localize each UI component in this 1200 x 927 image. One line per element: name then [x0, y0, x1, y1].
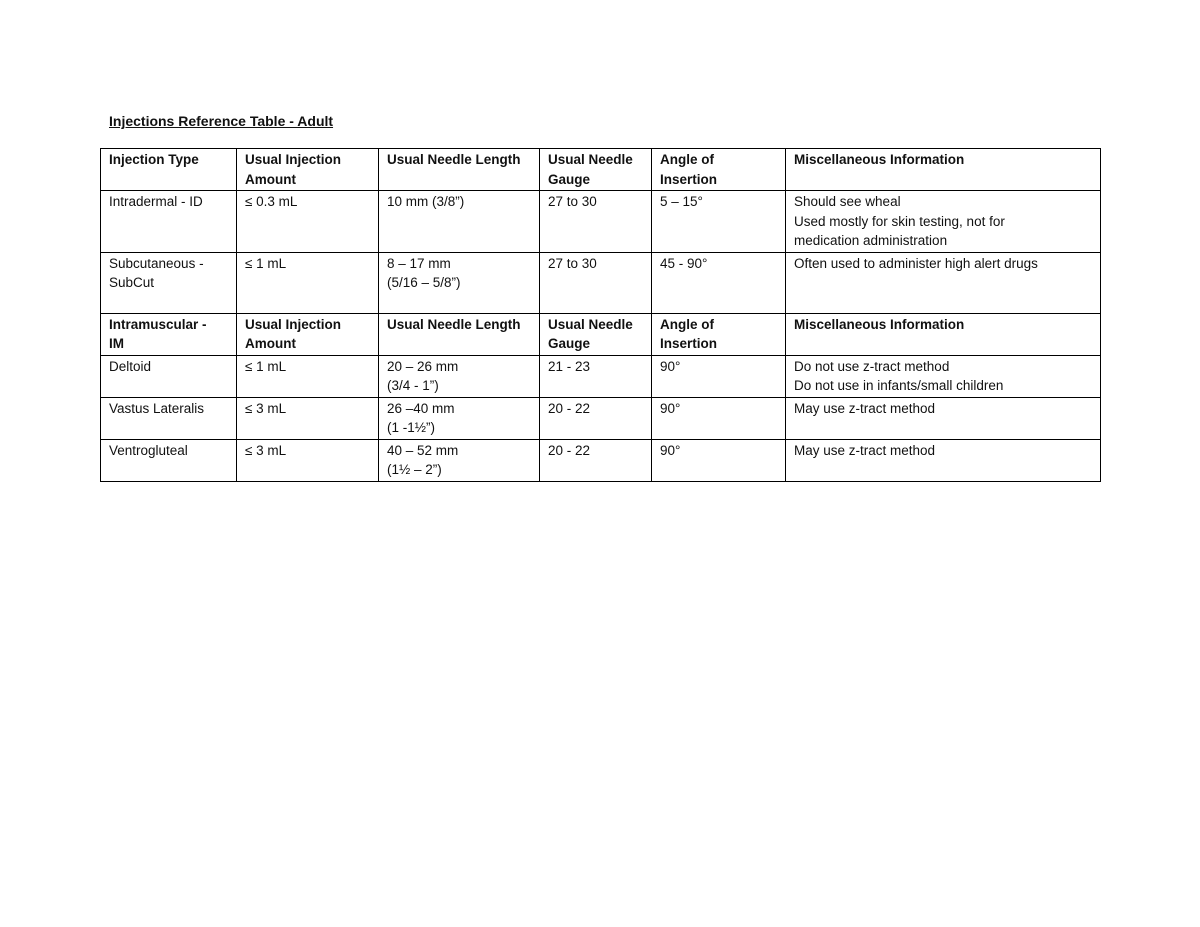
cell-misc: Should see wheal Used mostly for skin testing, not for medication administration — [786, 191, 1101, 253]
header-cell-injection-type: Intramuscular - IM — [101, 313, 237, 355]
cell-injection-type: Intradermal - ID — [101, 191, 237, 253]
cell-injection-type: Vastus Lateralis — [101, 397, 237, 439]
cell-needle-gauge: 27 to 30 — [540, 252, 652, 313]
cell-angle: 90° — [652, 397, 786, 439]
header-cell-angle: Angle of Insertion — [652, 313, 786, 355]
cell-angle: 5 – 15° — [652, 191, 786, 253]
cell-amount: ≤ 1 mL — [237, 252, 379, 313]
header-cell-misc: Miscellaneous Information — [786, 149, 1101, 191]
cell-injection-type: Ventrogluteal — [101, 439, 237, 481]
table-row — [101, 439, 1101, 481]
cell-misc: Do not use z-tract method Do not use in infants/small children — [786, 355, 1101, 397]
cell-misc: Often used to administer high alert drugs — [786, 252, 1101, 313]
header-cell-needle-gauge: Usual Needle Gauge — [540, 149, 652, 191]
cell-amount: ≤ 3 mL — [237, 439, 379, 481]
header-cell-amount: Usual Injection Amount — [237, 313, 379, 355]
cell-amount: ≤ 0.3 mL — [237, 191, 379, 253]
cell-injection-type: Deltoid — [101, 355, 237, 397]
table-row — [101, 397, 1101, 439]
table-subheader-row — [101, 313, 1101, 355]
cell-needle-length: 10 mm (3/8”) — [379, 191, 540, 253]
cell-amount: ≤ 1 mL — [237, 355, 379, 397]
cell-misc: May use z-tract method — [786, 397, 1101, 439]
table-row — [101, 191, 1101, 253]
cell-amount: ≤ 3 mL — [237, 397, 379, 439]
cell-angle: 45 - 90° — [652, 252, 786, 313]
header-cell-needle-gauge: Usual Needle Gauge — [540, 313, 652, 355]
cell-needle-gauge: 20 - 22 — [540, 397, 652, 439]
table-row — [101, 252, 1101, 313]
table-header-row — [101, 149, 1101, 191]
cell-needle-length: 26 –40 mm (1 -1½”) — [379, 397, 540, 439]
header-cell-misc: Miscellaneous Information — [786, 313, 1101, 355]
header-cell-needle-length: Usual Needle Length — [379, 313, 540, 355]
header-cell-angle: Angle of Insertion — [652, 149, 786, 191]
header-cell-injection-type: Injection Type — [101, 149, 237, 191]
cell-injection-type: Subcutaneous - SubCut — [101, 252, 237, 313]
cell-needle-length: 8 – 17 mm (5/16 – 5/8”) — [379, 252, 540, 313]
cell-needle-gauge: 21 - 23 — [540, 355, 652, 397]
cell-misc: May use z-tract method — [786, 439, 1101, 481]
cell-angle: 90° — [652, 355, 786, 397]
cell-needle-gauge: 27 to 30 — [540, 191, 652, 253]
header-cell-amount: Usual Injection Amount — [237, 149, 379, 191]
header-cell-needle-length: Usual Needle Length — [379, 149, 540, 191]
cell-needle-length: 20 – 26 mm (3/4 - 1”) — [379, 355, 540, 397]
page-title: Injections Reference Table - Adult — [109, 113, 334, 129]
cell-angle: 90° — [652, 439, 786, 481]
table-row — [101, 355, 1101, 397]
cell-needle-gauge: 20 - 22 — [540, 439, 652, 481]
injections-reference-table — [100, 148, 1101, 482]
cell-needle-length: 40 – 52 mm (1½ – 2”) — [379, 439, 540, 481]
